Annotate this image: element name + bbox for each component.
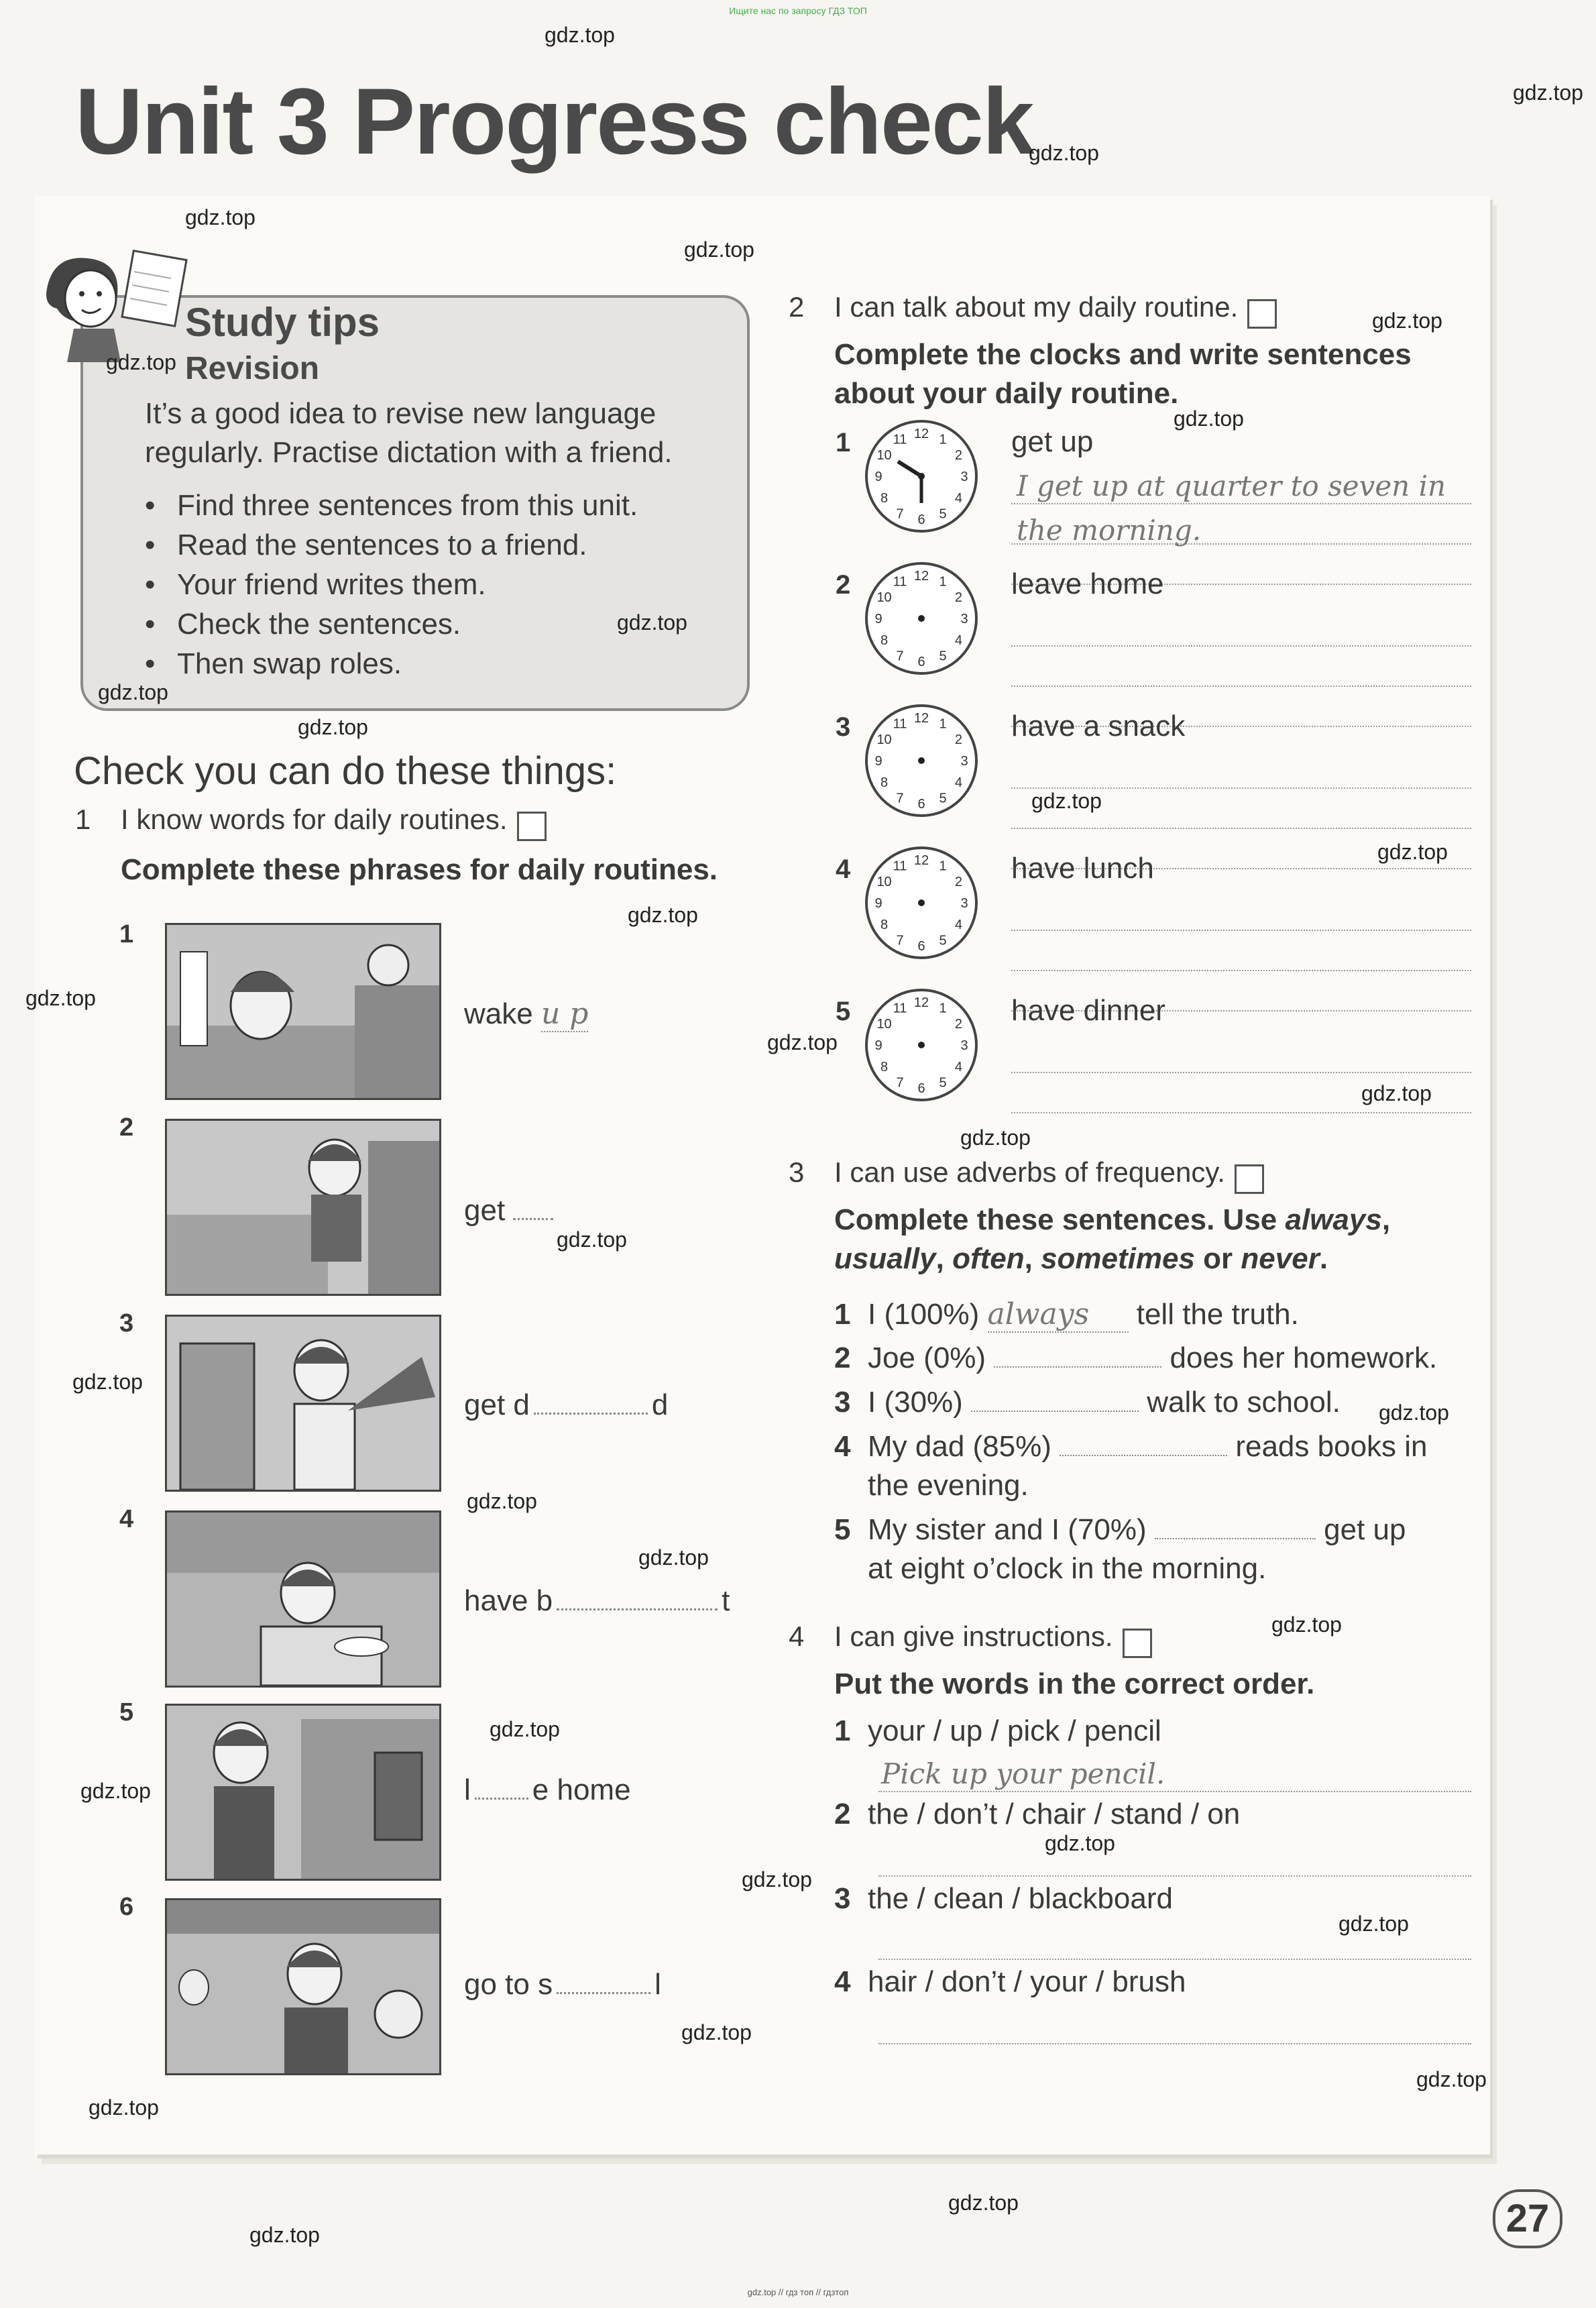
section-number: 1 (75, 804, 91, 835)
section-number: 2 (789, 291, 805, 323)
watermark: gdz.top (638, 1545, 709, 1570)
answer-field[interactable] (557, 1987, 650, 1994)
clock-number: 6 (917, 512, 925, 527)
answer-line[interactable] (1011, 1112, 1471, 1113)
clock-number: 5 (939, 649, 947, 664)
answer-field[interactable] (475, 1792, 528, 1800)
phrase-1: wake u p (464, 997, 589, 1031)
item-number: 3 (119, 1309, 134, 1337)
clock-number: 10 (876, 448, 892, 463)
clock-number: 7 (896, 649, 904, 664)
answer-text[interactable]: I get up at quarter to seven in (1017, 470, 1446, 502)
study-tips-subheading: Revision (185, 351, 320, 386)
list-item: • Then swap roles. (145, 644, 638, 683)
clock-number: 12 (913, 569, 929, 584)
watermark: gdz.top (557, 1227, 627, 1252)
watermark: gdz.top (681, 2020, 752, 2044)
answer-line[interactable] (878, 2043, 1471, 2044)
answer-line[interactable] (1011, 930, 1471, 931)
adverb-sentence-4-continued: the evening. (868, 1469, 1029, 1502)
order-item-2: 2 the / don’t / chair / stand / on (834, 1798, 1241, 1830)
answer-field[interactable] (557, 1603, 718, 1610)
top-banner: Ищите нас по запросу ГДЗ ТОП (729, 5, 867, 16)
clock-number: 4 (954, 633, 962, 648)
phrase-6: go to s l (464, 1968, 661, 2001)
clock-number: 3 (960, 896, 968, 911)
bottom-banner: gdz.top // гдз топ // гдзтоп (747, 2287, 849, 2297)
answer-field[interactable] (534, 1407, 648, 1415)
clock-number: 12 (913, 711, 929, 726)
section1-can-row (75, 804, 547, 841)
clock-number: 7 (896, 506, 904, 522)
self-check-checkbox[interactable] (1123, 1629, 1152, 1658)
watermark: gdz.top (89, 2095, 159, 2120)
watermark: gdz.top (1416, 2067, 1487, 2091)
adverb-sentence-1: 1 I (100%) always tell the truth. (834, 1297, 1299, 1331)
item-number: 3 (836, 712, 851, 742)
clock-number: 3 (960, 470, 968, 484)
clock-number: 2 (954, 732, 962, 747)
order-item-4: 4 hair / don’t / your / brush (834, 1965, 1186, 1998)
clock-number: 1 (939, 574, 947, 590)
item-number: 5 (119, 1698, 134, 1726)
picture-leave-home (165, 1704, 441, 1881)
clock-number: 3 (960, 1038, 968, 1053)
clock-number: 11 (893, 1001, 907, 1016)
item-number: 4 (119, 1505, 134, 1533)
answer-line[interactable] (878, 1959, 1471, 1960)
clock-number: 8 (880, 1060, 889, 1075)
clock-number: 3 (960, 754, 968, 769)
clock-number: 9 (874, 1038, 882, 1053)
answer-field[interactable]: u p (540, 997, 589, 1031)
watermark: gdz.top (1029, 141, 1099, 165)
can-statement: I know words for daily routines. (121, 804, 508, 835)
picture-go-to-school (165, 1898, 441, 2075)
watermark: gdz.top (249, 2223, 320, 2247)
watermark: gdz.top (1031, 789, 1102, 813)
clock-face[interactable] (861, 985, 982, 1105)
watermark: gdz.top (72, 1370, 143, 1394)
list-item: • Your friend writes them. (145, 565, 638, 604)
routine-label: have lunch (1011, 852, 1154, 885)
clock-number: 6 (917, 939, 925, 954)
clock-number: 2 (954, 1017, 962, 1032)
watermark: gdz.top (767, 1030, 838, 1054)
clock-number: 11 (893, 859, 907, 874)
answer-line[interactable] (878, 1875, 1471, 1877)
list-item: • Find three sentences from this unit. (145, 486, 638, 525)
clock-number: 1 (939, 1001, 947, 1016)
watermark: gdz.top (490, 1717, 560, 1741)
clock-face[interactable] (861, 842, 982, 963)
watermark: gdz.top (1045, 1831, 1115, 1855)
watermark: gdz.top (684, 237, 754, 262)
clock-center (918, 757, 925, 764)
answer-field[interactable] (971, 1407, 1139, 1412)
watermark: gdz.top (617, 610, 687, 635)
routine-label: leave home (1011, 567, 1164, 600)
item-number: 2 (119, 1113, 134, 1142)
watermark: gdz.top (1174, 406, 1244, 431)
item-number: 1 (836, 428, 851, 457)
study-tips-heading: Study tips (185, 300, 380, 345)
watermark: gdz.top (628, 903, 698, 927)
watermark: gdz.top (25, 986, 96, 1010)
clock-number: 7 (896, 933, 904, 948)
clock-number: 2 (954, 448, 962, 463)
can-statement: I can use adverbs of frequency. (834, 1156, 1225, 1188)
clock-center (918, 899, 925, 906)
watermark: gdz.top (1379, 1400, 1449, 1425)
watermark: gdz.top (1513, 80, 1583, 105)
watermark: gdz.top (1338, 1912, 1409, 1936)
answer-text[interactable]: Pick up your pencil. (881, 1757, 1165, 1790)
clock-face[interactable] (861, 416, 982, 537)
routine-label: have a snack (1011, 710, 1186, 743)
section2-instruction: Complete the clocks and write sentences about your daily routine. (834, 338, 1412, 410)
item-number: 6 (119, 1893, 134, 1921)
answer-line[interactable] (1011, 503, 1471, 504)
watermark: gdz.top (106, 350, 176, 374)
clock-number: 6 (917, 1081, 925, 1096)
order-item-1: 1 your / up / pick / pencil (834, 1714, 1161, 1747)
clock-number: 2 (954, 875, 962, 889)
picture-wake-up (165, 923, 441, 1100)
clock-number: 9 (874, 754, 882, 769)
answer-field[interactable] (1060, 1451, 1227, 1456)
adverb-sentence-5: 5 My sister and I (70%) get up (834, 1513, 1406, 1546)
section2-can-row (789, 291, 1277, 329)
page-number: 27 (1493, 2189, 1562, 2248)
section1-instruction: Complete these phrases for daily routines. (121, 853, 718, 886)
section4-can-row (789, 1620, 1152, 1658)
adverb-sentence-3: 3 I (30%) walk to school. (834, 1386, 1341, 1419)
girl-with-notepad-illustration (27, 241, 188, 362)
clock-number: 4 (954, 1060, 962, 1075)
clock-number: 9 (874, 896, 882, 911)
answer-line[interactable] (1011, 645, 1471, 647)
check-heading: Check you can do these things: (74, 749, 617, 793)
adverb-sentence-5-continued: at eight o’clock in the morning. (868, 1552, 1267, 1585)
clock-number: 12 (913, 427, 929, 441)
clock-number: 8 (880, 775, 889, 790)
watermark: gdz.top (185, 205, 255, 229)
answer-field[interactable] (994, 1362, 1161, 1368)
phrase-3: get d d (464, 1388, 669, 1421)
clock-number: 1 (939, 716, 947, 732)
item-number: 2 (836, 570, 851, 600)
answer-line (878, 1791, 1471, 1792)
clock-number: 11 (893, 432, 907, 447)
phrase-5: l e home (464, 1773, 631, 1806)
self-check-checkbox[interactable] (517, 812, 547, 841)
self-check-checkbox[interactable] (1247, 299, 1277, 329)
clock-number: 8 (880, 633, 889, 648)
section3-can-row (789, 1156, 1264, 1194)
clock-number: 5 (939, 506, 947, 522)
answer-line[interactable] (1011, 828, 1471, 829)
self-check-checkbox[interactable] (1235, 1164, 1264, 1194)
adverb-sentence-4: 4 My dad (85%) reads books in (834, 1430, 1428, 1463)
can-statement: I can talk about my daily routine. (834, 291, 1239, 323)
clock-number: 4 (954, 491, 962, 506)
watermark: gdz.top (1361, 1081, 1432, 1105)
clock-face[interactable] (861, 558, 982, 679)
clock-number: 12 (913, 995, 929, 1010)
clock-number: 7 (896, 1075, 904, 1091)
answer-line[interactable] (1011, 685, 1471, 687)
watermark: gdz.top (80, 1779, 151, 1803)
answer-field[interactable] (1155, 1534, 1316, 1539)
clock-number: 12 (913, 853, 929, 868)
watermark: gdz.top (1377, 840, 1448, 864)
item-number: 5 (836, 997, 851, 1026)
clock-number: 4 (954, 918, 962, 932)
section4-instruction: Put the words in the correct order. (834, 1667, 1315, 1700)
routine-label: get up (1011, 425, 1094, 458)
clock-number: 5 (939, 791, 947, 806)
watermark: gdz.top (742, 1867, 812, 1891)
watermark: gdz.top (298, 715, 368, 739)
watermark: gdz.top (467, 1489, 537, 1513)
watermark: gdz.top (1372, 309, 1442, 333)
answer-line[interactable] (1011, 970, 1471, 971)
routine-label: have dinner (1011, 994, 1165, 1027)
watermark: gdz.top (960, 1125, 1031, 1150)
clock-number: 10 (876, 732, 892, 747)
list-item: • Check the sentences. (145, 604, 638, 644)
clock-face[interactable] (861, 700, 982, 821)
picture-have-breakfast (165, 1510, 441, 1688)
clock-number: 9 (874, 470, 882, 484)
study-tips-list (145, 486, 638, 683)
clock-number: 5 (939, 933, 947, 948)
order-item-3: 3 the / clean / blackboard (834, 1882, 1173, 1915)
picture-get-dressed (165, 1315, 441, 1492)
section-number: 3 (789, 1156, 805, 1188)
page-title: Unit 3 Progress check (75, 68, 1033, 174)
clock-center (918, 1042, 925, 1048)
item-number: 4 (836, 855, 851, 884)
clock-number: 4 (954, 775, 962, 790)
clock-number: 11 (893, 574, 907, 590)
list-item: • Read the sentences to a friend. (145, 525, 638, 565)
clock-number: 6 (917, 655, 925, 669)
watermark: gdz.top (1271, 1612, 1342, 1637)
clock-number: 2 (954, 590, 962, 605)
clock-number: 9 (874, 612, 882, 626)
phrase-4: have b t (464, 1584, 730, 1617)
clock-number: 6 (917, 797, 925, 812)
clock-number: 10 (876, 590, 892, 605)
clock-number: 7 (896, 791, 904, 806)
clock-center (918, 615, 925, 622)
adverb-sentence-2: 2 Joe (0%) does her homework. (834, 1341, 1438, 1374)
clock-number: 10 (876, 875, 892, 889)
answer-text[interactable]: the morning. (1017, 514, 1202, 547)
answer-line[interactable] (1011, 1072, 1471, 1073)
item-number: 1 (119, 920, 134, 948)
picture-get-up (165, 1119, 441, 1296)
watermark: gdz.top (98, 680, 168, 704)
watermark: gdz.top (545, 23, 615, 47)
clock-number: 8 (880, 491, 889, 506)
watermark: gdz.top (948, 2191, 1019, 2215)
study-tips-body: It’s a good idea to revise new language regularly. Practise dictation with a friend. (145, 397, 673, 469)
section3-instruction: Complete these sentences. Use always, usually, often, sometimes or never. (834, 1203, 1391, 1275)
clock-number: 5 (939, 1075, 947, 1091)
clock-number: 10 (876, 1017, 892, 1032)
clock-number: 8 (880, 918, 889, 932)
answer-field[interactable] (513, 1213, 553, 1220)
clock-number: 1 (939, 432, 947, 447)
phrase-2: get (464, 1194, 553, 1227)
answer-field[interactable]: always (988, 1297, 1129, 1333)
can-statement: I can give instructions. (834, 1620, 1113, 1652)
clock-number: 1 (939, 859, 947, 874)
clock-number: 11 (893, 716, 907, 732)
section-number: 4 (789, 1620, 805, 1652)
clock-number: 3 (960, 612, 968, 626)
